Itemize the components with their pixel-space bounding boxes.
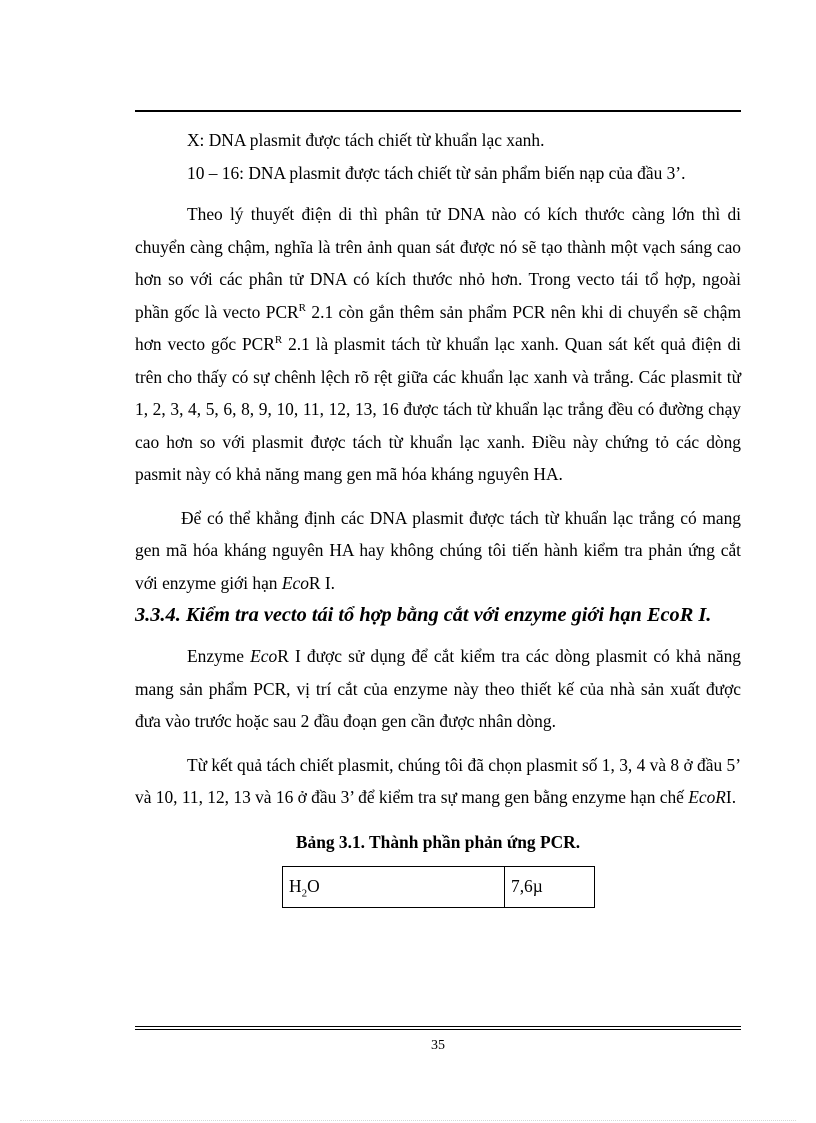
- pcr-components-table: [282, 866, 595, 908]
- italic-enzyme-name: EcoR: [688, 787, 726, 807]
- text-run: Enzyme: [187, 646, 251, 666]
- paragraph-10-16-definition: 10 – 16: DNA plasmit được tách chiết từ sản phẩm biến nạp của đầu 3’.: [187, 162, 686, 183]
- page-edge-dotted-line: [20, 1120, 796, 1121]
- paragraph-ecor-usage: [135, 640, 741, 738]
- page-number: 35: [431, 1038, 445, 1053]
- text-run: R I được sử dụng để cắt kiểm tra các dòng plasmit có khả năng mang sản phẩm PCR, vị trí cắt của enzyme này theo thiết kế của nhà sản xuất được đưa vào trước hoặc sau 2 đầu đoạn gen cần được nhân dòng.: [135, 646, 741, 731]
- text-run: Từ kết quả tách chiết plasmit, chúng tôi đã chọn plasmit số 1, 3, 4 và 8 ở đầu 5’ và 10, 11, 12, 13 và 16 ở đầu 3’ để kiểm tra sự mang gen bằng enzyme hạn chế: [135, 754, 741, 807]
- component-volume-cell: 7,6µ: [505, 866, 595, 907]
- paragraph-electrophoresis-theory: [135, 198, 741, 491]
- subscript: 2: [301, 887, 308, 900]
- superscript-r: R: [274, 334, 283, 347]
- table-caption: Bảng 3.1. Thành phần phản ứng PCR.: [295, 831, 581, 852]
- section-heading: 3.3.4. Kiểm tra vecto tái tổ hợp bằng cắt với enzyme giới hạn EcoR I.: [135, 604, 712, 626]
- header-rule: [135, 110, 741, 112]
- text-run: 2.1 là plasmit tách từ khuẩn lạc xanh. Quan sát kết quả điện di trên cho thấy có sự chênh lệch rõ rệt giữa các khuẩn lạc xanh và trắng. Các plasmit từ 1, 2, 3, 4, 5, 6, 8, 9, 10, 11, 12, 13, 16 được tách từ khuẩn lạc trắng đều có đường chạy cao hơn so với plasmit được tách từ khuẩn lạc xanh. Điều này chứng tỏ các dòng pasmit này có khả năng mang gen mã hóa kháng nguyên HA.: [135, 334, 741, 484]
- text-run: Theo lý thuyết điện di thì phân tử DNA nào có kích thước càng lớn thì di chuyển càng chậm, nghĩa là trên ảnh quan sát được nó sẽ tạo thành một vạch sáng cao hơn so với các phân tử DNA có kích thước nhỏ hơn. Trong vecto tái tổ hợp, ngoài phần gốc là vecto PCR: [135, 204, 741, 322]
- italic-enzyme-name: Eco: [281, 572, 309, 593]
- text-run: 2.1 còn gắn thêm sản phẩm PCR nên khi di chuyển sẽ chậm hơn vecto gốc PCR: [135, 301, 741, 354]
- italic-enzyme-name: Eco: [250, 646, 278, 666]
- component-name-cell: [283, 866, 505, 907]
- text-run: I.: [725, 787, 737, 807]
- paragraph-plasmid-selection: [135, 749, 741, 814]
- footer-rule: [135, 1026, 741, 1030]
- paragraph-x-definition: X: DNA plasmit được tách chiết từ khuẩn lạc xanh.: [187, 130, 545, 150]
- table-row: [283, 866, 595, 907]
- superscript-r: R: [298, 301, 306, 314]
- text-run: R I.: [308, 572, 335, 593]
- text-run: Để có thể khẳng định các DNA plasmit được tách từ khuẩn lạc trắng có mang gen mã hóa kháng nguyên HA hay không chúng tôi tiến hành kiểm tra phản ứng cắt với enzyme giới hạn: [135, 507, 741, 593]
- paragraph-verification-intro: [135, 502, 741, 600]
- text-run: H: [289, 876, 302, 897]
- text-run: O: [307, 876, 320, 897]
- page-body: [135, 124, 741, 908]
